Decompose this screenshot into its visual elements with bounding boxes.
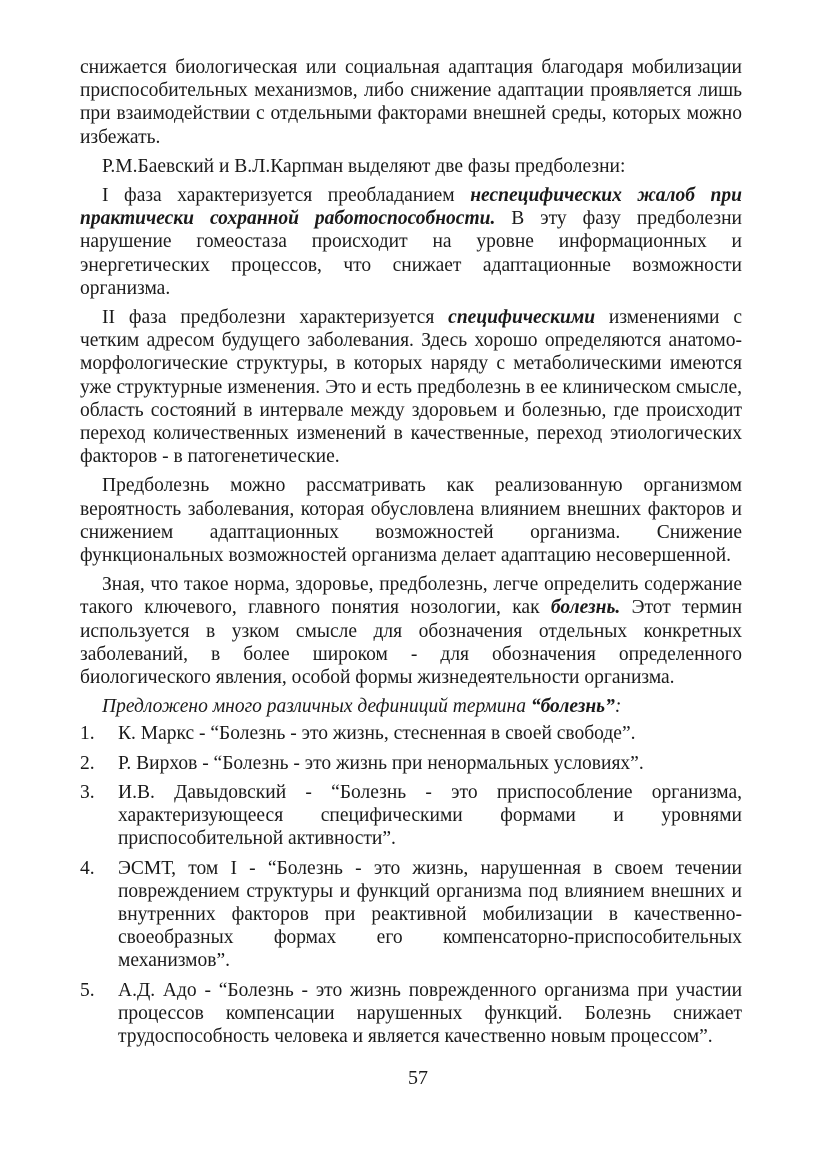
phase-2-emphasis: специфическими [448,307,596,329]
definitions-intro-colon: : [614,696,622,718]
definitions-intro-term: “болезнь” [530,696,615,718]
definitions-intro [80,695,742,718]
definitions-intro-lead: Предложено много различных дефиниций термина [102,696,531,718]
disease-concept-rest: Этот термин используется в узком смысле для обозначения отдельных конкретных заболеваний, в более широком - для обозначения определенного биологического явления, особой формы жизнедеятельности организма. [80,597,742,689]
list-item-number: 1. [80,723,95,745]
paragraph-phases-intro: Р.М.Баевский и В.Л.Карпман выделяют две фазы предболезни: [102,155,626,177]
list-item [80,752,742,775]
phase-1-lead: I фаза характеризуется преобладанием [102,185,471,207]
list-item-text: А.Д. Адо - “Болезнь - это жизнь поврежденного организма при участии процессов компенсации нарушенных функций. Болезнь снижает трудоспособность человека и является качественно новым процессом”. [118,979,742,1047]
phase-1-rest: В эту фазу предболезни нарушение гомеостаза происходит на уровне информационных и энергетических процессов, что снижает адаптационные возможности организма. [80,208,742,299]
paragraph-phase-2 [80,306,742,468]
phase-2-rest: изменениями с четким адресом будущего заболевания. Здесь хорошо определяются анатомо-морфологические структуры, в которых наряду с метаболическими имеются уже структурные изменения. Это и есть предболезнь в ее клиническом смысле, область состояний в интервале между здоровьем и болезнью, где происходит переход количественных изменений в качественные, переход этиологических факторов - в патогенетические. [80,307,742,468]
list-item-text: И.В. Давыдовский - “Болезнь - это приспособление организма, характеризующееся специфическими формами и уровнями приспособительной активности”. [118,781,742,850]
list-item-text: К. Маркс - “Болезнь - это жизнь, стесненная в своей свободе”. [118,723,636,745]
list-item [80,857,742,973]
phase-1-emphasis: неспецифических жалоб при практически сохранной работоспособности. [80,185,742,230]
page-number: 57 [408,1067,428,1089]
list-item-text: Р. Вирхов - “Болезнь - это жизнь при ненормальных условиях”. [118,752,644,774]
paragraph-disease-concept [80,573,742,689]
list-item-number: 5. [80,979,95,1001]
list-item [80,722,742,745]
list-item-number: 3. [80,781,95,803]
disease-concept-emphasis: болезнь. [550,597,621,619]
list-item-number: 2. [80,752,95,774]
page-body [80,56,742,1054]
paragraph-predisease: Предболезнь можно рассматривать как реализованную организмом вероятность заболевания, которая обусловлена влиянием внешних факторов и снижением адаптационных возможностей организма. Снижение функциональных возможностей организма делает адаптацию несовершенной. [80,475,742,567]
paragraph-phase-1 [80,184,742,300]
definitions-list [80,722,742,1048]
list-item [80,781,742,851]
list-item [80,979,742,1049]
list-item-number: 4. [80,857,95,879]
phase-2-lead: II фаза предболезни характеризуется [102,307,449,329]
list-item-text: ЭСМТ, том I - “Болезнь - это жизнь, нарушенная в своем течении повреждением структуры и функций организма под влиянием внешних и внутренних факторов при реактивной мобилизации в качественно-своеобразных формах его компенсаторно-приспособительных механизмов”. [118,857,742,972]
paragraph-continuation: снижается биологическая или социальная адаптация благодаря мобилизации приспособительных механизмов, либо снижение адаптации проявляется лишь при взаимодействии с отдельными факторами внешней среды, которых можно избежать. [80,57,742,148]
disease-concept-lead: Зная, что такое норма, здоровье, предболезнь, легче определить содержание такого ключевого, главного понятия нозологии, как [80,574,742,619]
